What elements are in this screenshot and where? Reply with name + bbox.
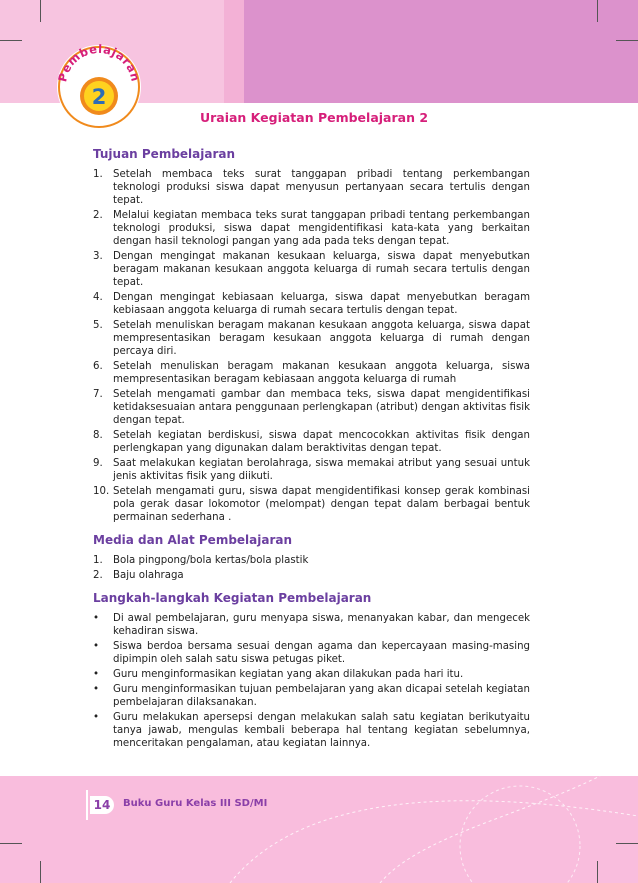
bullet-item-text: Siswa berdoa bersama sesuai dengan agama dan kepercayaan masing-masing dipimpin oleh salah satu siswa petugas piket. xyxy=(113,641,530,665)
section-heading-tujuan: Tujuan Pembelajaran xyxy=(93,147,236,161)
tujuan-list xyxy=(93,168,530,524)
list-item-text: Bola pingpong/bola kertas/bola plastik xyxy=(113,555,309,566)
list-item-number: 2. xyxy=(93,570,103,581)
crop-mark xyxy=(0,843,22,844)
list-item xyxy=(93,485,530,524)
list-item-text: Setelah menuliskan beragam makanan kesukaan anggota keluarga, siswa mempresentasikan beragam kebiasaan anggota keluarga di rumah xyxy=(113,361,530,385)
list-item-number: 5. xyxy=(93,320,103,331)
list-item-text: Saat melakukan kegiatan berolahraga, siswa memakai atribut yang sesuai untuk jenis aktivitas fisik yang diikuti. xyxy=(113,458,530,482)
bullet-item xyxy=(93,711,530,750)
list-item xyxy=(93,360,530,386)
list-item xyxy=(93,250,530,289)
list-item-text: Setelah membaca teks surat tanggapan pribadi tentang perkembangan teknologi produksi siswa dapat menyusun pertanyaan secara tertulis dengan tepat. xyxy=(113,169,530,206)
list-item-text: Setelah mengamati gambar dan membaca teks, siswa dapat mengidentifikasi ketidaksesuaian antara penggunaan perlengkapan (atribut) dengan aktivitas fisik dengan tepat. xyxy=(113,389,530,426)
list-item-number: 2. xyxy=(93,210,103,221)
section-heading-media: Media dan Alat Pembelajaran xyxy=(93,533,293,547)
footer-decoration xyxy=(0,776,638,883)
bullet-item-text: Guru menginformasikan tujuan pembelajaran yang akan dicapai setelah kegiatan pembelajaran dilaksanakan. xyxy=(113,684,530,708)
lesson-badge xyxy=(56,44,142,130)
header-band-dark xyxy=(244,0,638,103)
header-band-middle xyxy=(224,0,244,103)
list-item-text: Setelah kegiatan berdiskusi, siswa dapat mencocokkan aktivitas fisik dengan perlengkapan yang digunakan dalam beraktivitas dengan tepat. xyxy=(113,430,530,454)
list-item-number: 7. xyxy=(93,389,103,400)
list-item xyxy=(93,168,530,207)
crop-mark xyxy=(616,40,638,41)
list-item xyxy=(93,569,530,582)
list-item xyxy=(93,291,530,317)
page-number: 14 xyxy=(90,796,114,814)
section-heading-langkah: Langkah-langkah Kegiatan Pembelajaran xyxy=(93,591,372,605)
bullet-item-text: Di awal pembelajaran, guru menyapa siswa, menanyakan kabar, dan mengecek kehadiran siswa. xyxy=(113,613,530,637)
list-item xyxy=(93,319,530,358)
list-item-number: 6. xyxy=(93,361,103,372)
list-item-text: Dengan mengingat makanan kesukaan keluarga, siswa dapat menyebutkan beragam makanan kesukaan anggota keluarga di rumah secara tertulis dengan tepat. xyxy=(113,251,530,288)
list-item xyxy=(93,457,530,483)
list-item-number: 8. xyxy=(93,430,103,441)
list-item xyxy=(93,554,530,567)
bullet-item xyxy=(93,612,530,638)
list-item xyxy=(93,429,530,455)
main-content xyxy=(93,148,530,758)
list-item-text: Baju olahraga xyxy=(113,570,184,581)
list-item xyxy=(93,209,530,248)
bullet-icon: • xyxy=(93,613,100,624)
bullet-item xyxy=(93,683,530,709)
list-item-number: 1. xyxy=(93,169,103,180)
list-item-text: Setelah menuliskan beragam makanan kesukaan anggota keluarga, siswa dapat mempresentasikan beragam kesukaan anggota keluarga di rumah dengan percaya diri. xyxy=(113,320,530,357)
crop-mark xyxy=(597,0,598,22)
page-number-tab-stem xyxy=(86,790,88,820)
crop-mark xyxy=(597,861,598,883)
list-item-text: Setelah mengamati guru, siswa dapat mengidentifikasi konsep gerak kombinasi pola gerak dasar lokomotor (melompat) dengan tepat dalam berbagai bentuk permainan sederhana . xyxy=(113,486,530,523)
bullet-item-text: Guru melakukan apersepsi dengan melakukan salah satu kegiatan berikutyaitu tanya jawab, mengulas kembali beberapa hal tentang kegiatan sebelumnya, menceritakan pengalaman, atau kegiatan lainnya. xyxy=(113,712,530,749)
list-item-number: 4. xyxy=(93,292,103,303)
langkah-list xyxy=(93,612,530,750)
list-item-number: 9. xyxy=(93,458,103,469)
list-item-number: 3. xyxy=(93,251,103,262)
list-item-number: 10. xyxy=(93,486,110,497)
bullet-item xyxy=(93,640,530,666)
crop-mark xyxy=(616,843,638,844)
book-title: Buku Guru Kelas III SD/MI xyxy=(123,798,268,809)
list-item-text: Dengan mengingat kebiasaan keluarga, siswa dapat menyebutkan beragam kebiasaan anggota keluarga di rumah secara tertulis dengan tepat. xyxy=(113,292,530,316)
bullet-icon: • xyxy=(93,712,100,723)
list-item-text: Melalui kegiatan membaca teks surat tanggapan pribadi tentang perkembangan teknologi produksi, siswa dapat mengidentifikasi kata-kata yang berkaitan dengan hasil teknologi pangan yang ada pada teks dengan tepat. xyxy=(113,210,530,247)
page-title: Uraian Kegiatan Pembelajaran 2 xyxy=(199,110,429,125)
media-list xyxy=(93,554,530,582)
bullet-icon: • xyxy=(93,669,100,680)
badge-number: 2 xyxy=(91,85,107,109)
bullet-icon: • xyxy=(93,684,100,695)
list-item xyxy=(93,388,530,427)
crop-mark xyxy=(40,861,41,883)
list-item-number: 1. xyxy=(93,555,103,566)
bullet-item-text: Guru menginformasikan kegiatan yang akan dilakukan pada hari itu. xyxy=(113,669,464,680)
crop-mark xyxy=(40,0,41,22)
bullet-icon: • xyxy=(93,641,100,652)
footer-band xyxy=(0,776,638,883)
badge-word: Pembelajaran xyxy=(56,44,142,84)
badge-graphic xyxy=(56,44,142,130)
bullet-item xyxy=(93,668,530,681)
crop-mark xyxy=(0,40,22,41)
